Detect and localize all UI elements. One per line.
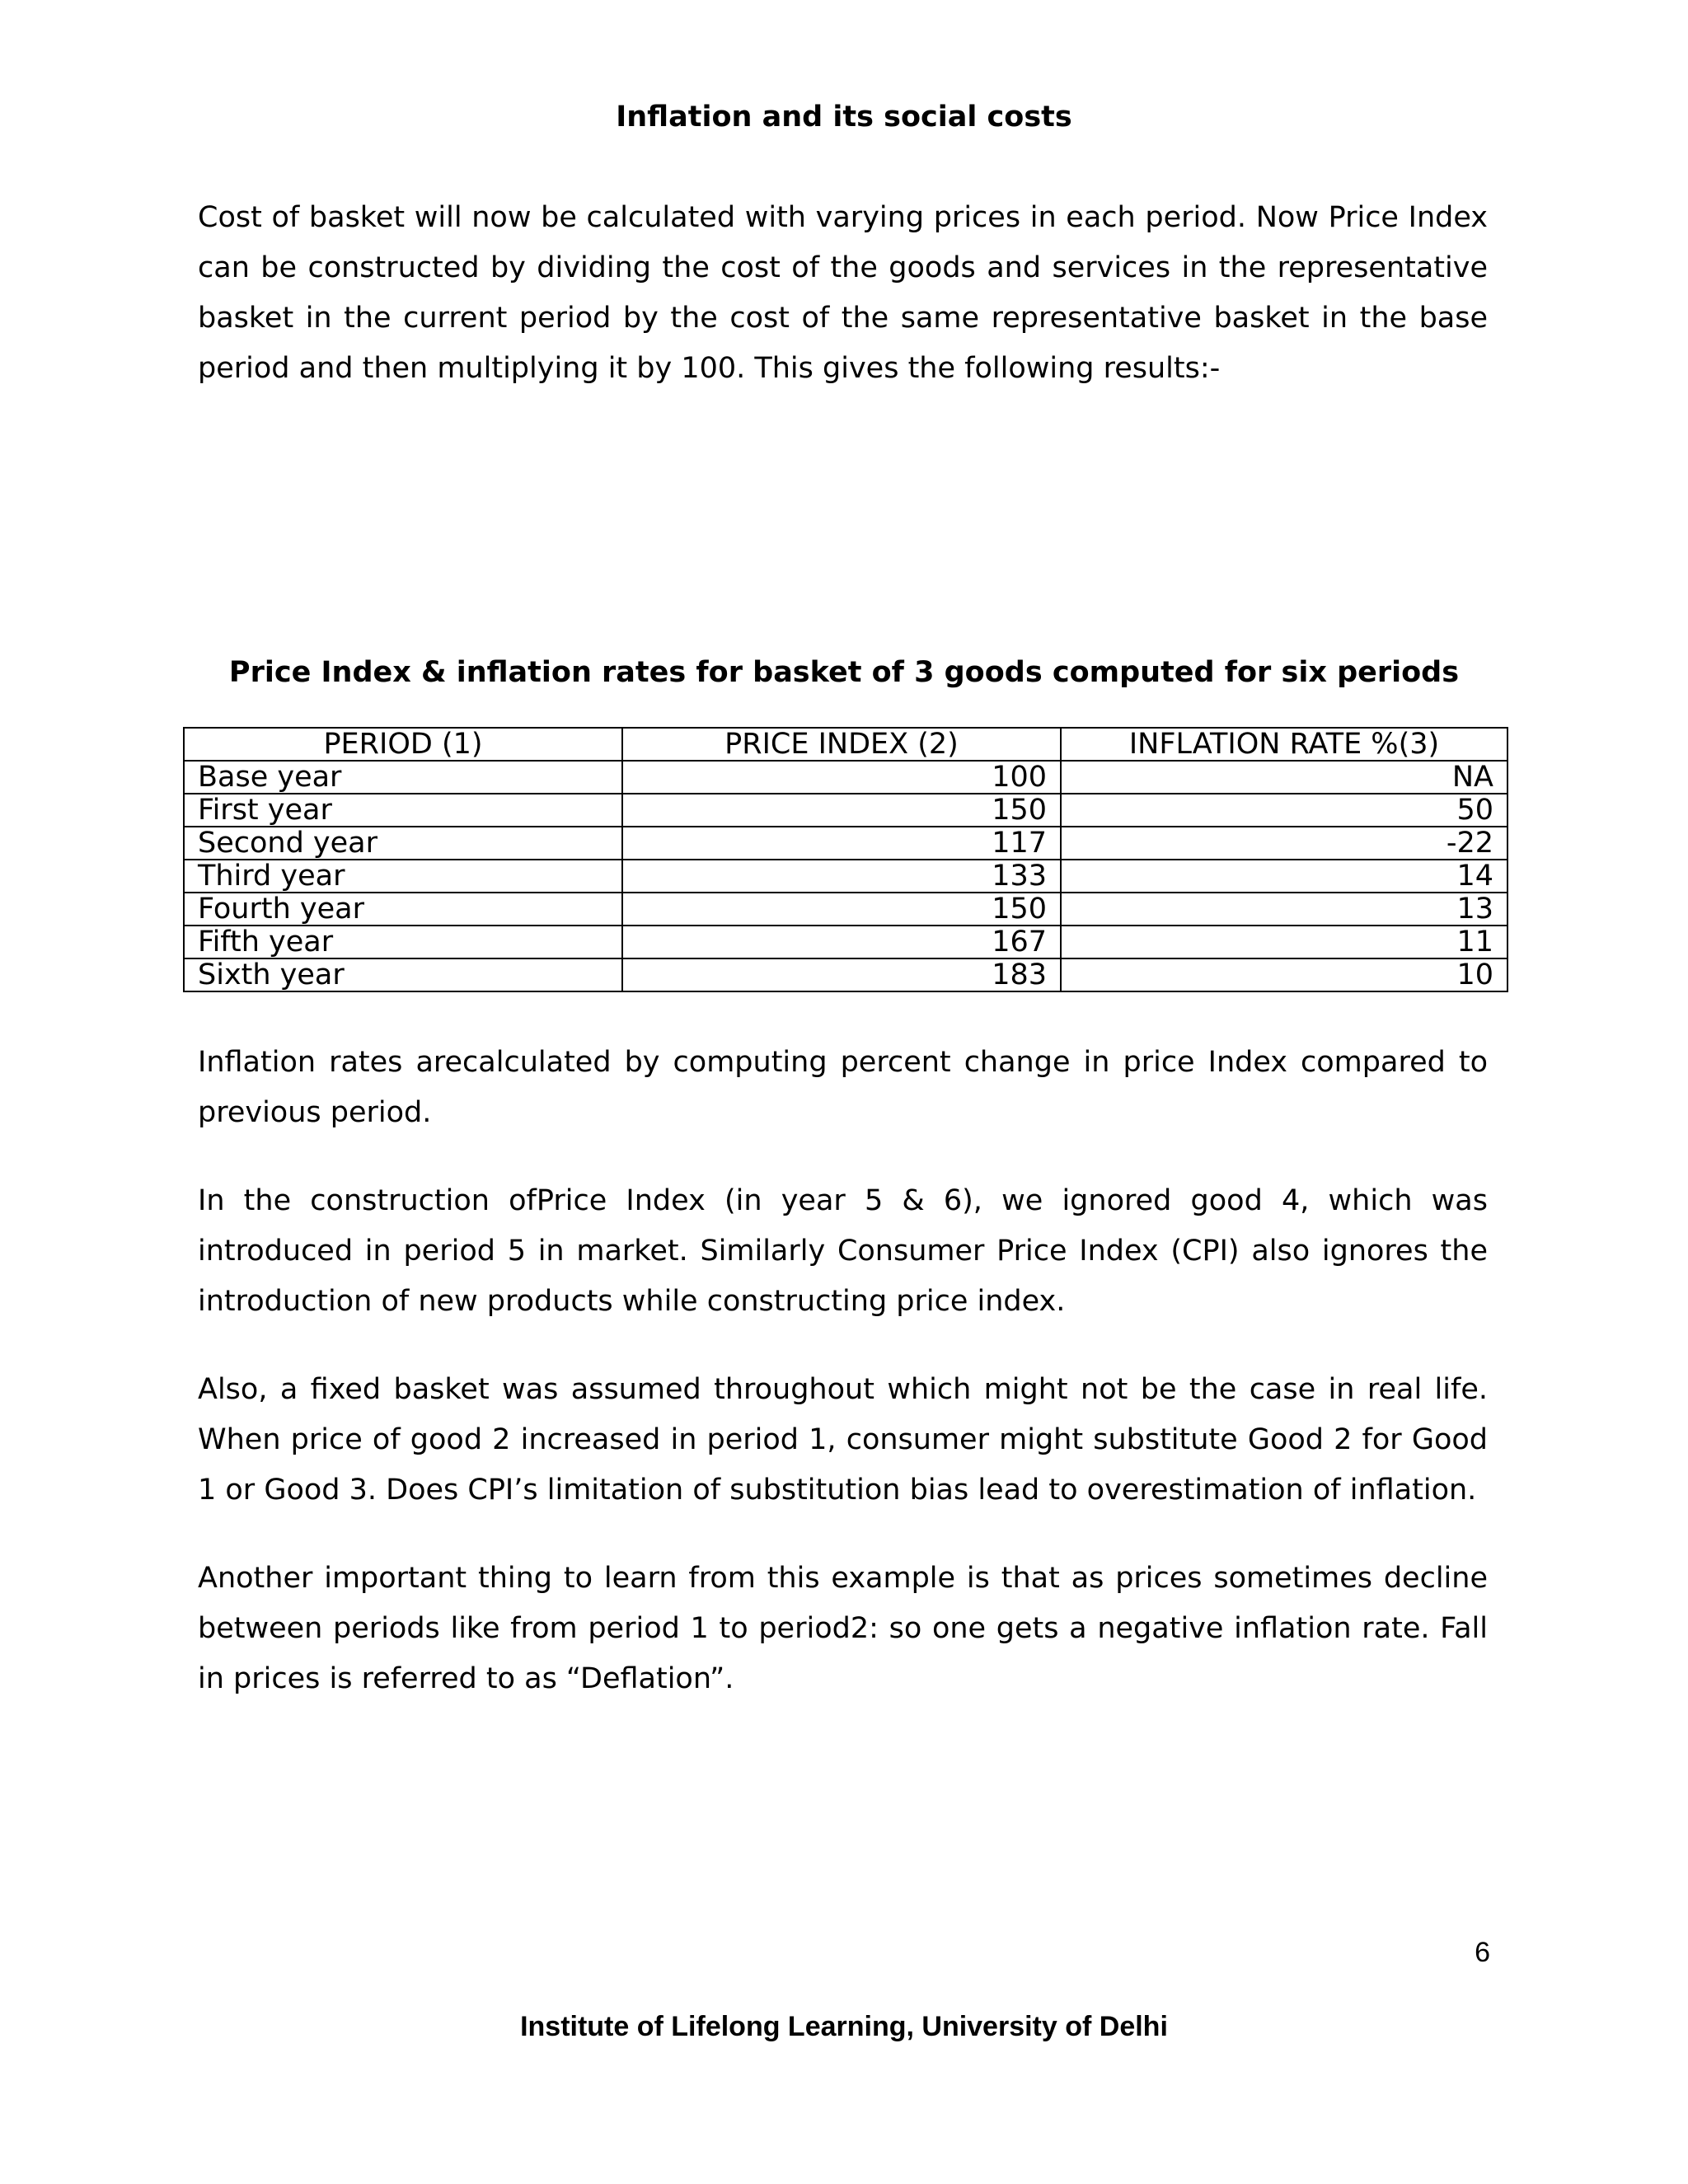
table-row bbox=[184, 893, 1507, 926]
inflation-rate-cell: -22 bbox=[1061, 827, 1507, 860]
period-cell: Fifth year bbox=[184, 926, 622, 958]
price-index-cell: 150 bbox=[622, 893, 1061, 926]
price-index-cell: 167 bbox=[622, 926, 1061, 958]
period-cell: Second year bbox=[184, 827, 622, 860]
price-index-cell: 150 bbox=[622, 794, 1061, 827]
period-cell: Base year bbox=[184, 761, 622, 794]
inflation-rate-cell: 50 bbox=[1061, 794, 1507, 827]
table-row bbox=[184, 926, 1507, 958]
column-header-period: PERIOD (1) bbox=[184, 728, 622, 761]
footer: Institute of Lifelong Learning, University of Delhi bbox=[520, 2011, 1168, 2042]
table-row bbox=[184, 958, 1507, 991]
price-index-cell: 117 bbox=[622, 827, 1061, 860]
table-row bbox=[184, 860, 1507, 893]
price-index-table bbox=[183, 727, 1508, 992]
price-index-cell: 133 bbox=[622, 860, 1061, 893]
table-row bbox=[184, 794, 1507, 827]
period-cell: First year bbox=[184, 794, 622, 827]
body-paragraph: Another important thing to learn from this example is that as prices sometimes decline between periods like from period 1 to period2: so one gets a negative inflation rate. Fall in prices is referred to as “Deflation”. bbox=[198, 1562, 1488, 1695]
table-row bbox=[184, 827, 1507, 860]
intro-paragraph: Cost of basket will now be calculated with varying prices in each period. Now Price Index can be constructed by dividing the cost of the goods and services in the representative basket in the current period by the cost of the same representative basket in the base period and then multiplying it by 100. This gives the following results:- bbox=[198, 201, 1488, 385]
column-header-price-index: PRICE INDEX (2) bbox=[622, 728, 1061, 761]
period-cell: Third year bbox=[184, 860, 622, 893]
page-number: 6 bbox=[1475, 1937, 1490, 1968]
body-paragraph: In the construction ofPrice Index (in year 5 & 6), we ignored good 4, which was introduced in period 5 in market. Similarly Consumer Price Index (CPI) also ignores the introduction of new products while constructing price index. bbox=[198, 1184, 1488, 1318]
price-index-cell: 100 bbox=[622, 761, 1061, 794]
table-row bbox=[184, 761, 1507, 794]
inflation-rate-cell: 14 bbox=[1061, 860, 1507, 893]
table-header-row bbox=[184, 728, 1507, 761]
inflation-rate-cell: 10 bbox=[1061, 958, 1507, 991]
period-cell: Sixth year bbox=[184, 958, 622, 991]
inflation-rate-cell: NA bbox=[1061, 761, 1507, 794]
table-title: Price Index & inflation rates for basket of 3 goods computed for six periods bbox=[228, 656, 1460, 689]
body-paragraph: Inflation rates arecalculated by computing percent change in price Index compared to previous period. bbox=[198, 1046, 1488, 1129]
inflation-rate-cell: 13 bbox=[1061, 893, 1507, 926]
inflation-rate-cell: 11 bbox=[1061, 926, 1507, 958]
column-header-inflation-rate: INFLATION RATE %(3) bbox=[1061, 728, 1507, 761]
period-cell: Fourth year bbox=[184, 893, 622, 926]
price-index-cell: 183 bbox=[622, 958, 1061, 991]
body-paragraph: Also, a fixed basket was assumed throughout which might not be the case in real life. When price of good 2 increased in period 1, consumer might substitute Good 2 for Good 1 or Good 3. Does CPI’s limitation of substitution bias lead to overestimation of inflation. bbox=[198, 1373, 1488, 1507]
page-title: Inflation and its social costs bbox=[616, 101, 1072, 134]
